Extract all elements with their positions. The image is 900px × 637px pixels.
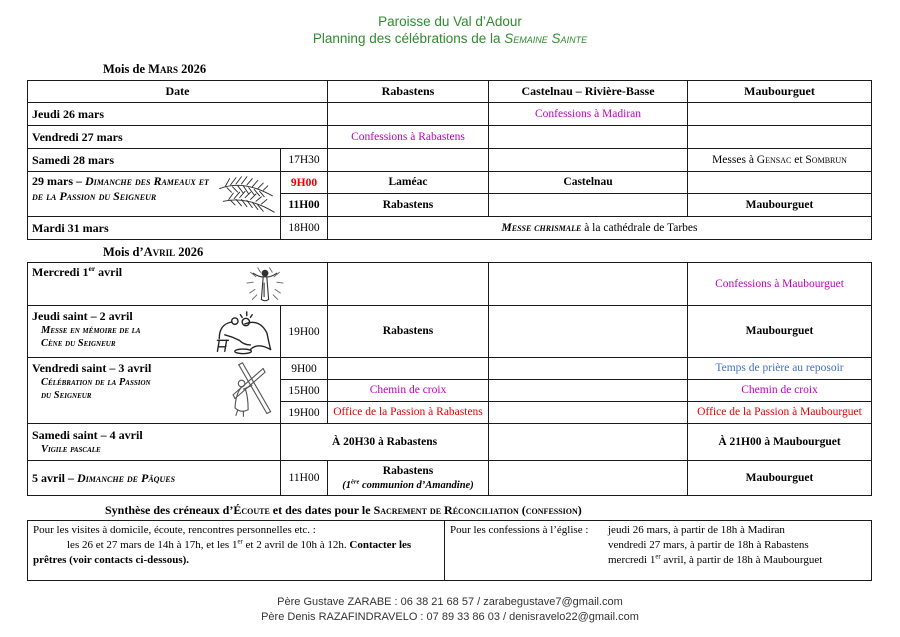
date-4-avril: Samedi saint – 4 avril <box>32 427 143 442</box>
cell-castelnau <box>489 402 688 424</box>
risen-christ-icon <box>243 265 287 303</box>
date-1-avril-b: avril <box>95 265 123 279</box>
synthese-heading <box>105 503 582 518</box>
visits-dates-a: les 26 et 27 mars de 14h à 17h, et les 1 <box>67 539 238 551</box>
cell-maubourguet: Maubourguet <box>688 306 872 358</box>
time-17h30: 17H30 <box>281 149 328 172</box>
date-jeudi-26: Jeudi 26 mars <box>28 103 328 126</box>
date-samedi-28: Samedi 28 mars <box>28 149 281 172</box>
visits-contact-bold: Contacter les prêtres <box>33 539 412 566</box>
messes-sombrun: Sombrun <box>805 153 847 166</box>
cell-castelnau <box>489 149 688 172</box>
march-section-heading <box>103 62 206 77</box>
confession-line-3sup: er <box>655 553 661 561</box>
row-dimanche-5-avril <box>28 461 872 496</box>
visits-cell <box>28 521 445 581</box>
row-samedi-saint-4-avril <box>28 424 872 461</box>
confessions-label: Pour les confessions à l’église : <box>450 524 589 536</box>
march-heading-month: Mars <box>148 62 178 76</box>
time-9h00: 9H00 <box>281 358 328 380</box>
row-mardi-31-mars <box>28 217 872 240</box>
footer-contacts <box>0 595 900 625</box>
row-mercredi-1-avril <box>28 263 872 306</box>
row-samedi-28-mars <box>28 149 872 172</box>
march-header-row <box>28 81 872 103</box>
cell-castelnau <box>489 461 688 496</box>
parish-name: Paroisse du Val d’Adour <box>378 14 522 29</box>
date-5-prefix: 5 avril – <box>32 470 77 485</box>
confession-line-3a: mercredi 1 <box>608 554 656 566</box>
confession-line-1: jeudi 26 mars, à partir de 18h à Madiran <box>608 524 785 536</box>
messe-chrismale-location: à la cathédrale de Tarbes <box>581 221 698 234</box>
communion-note-b: communion d’Amandine) <box>359 479 474 491</box>
cell-rabastens: Laméac <box>328 172 489 194</box>
cell-maubourguet: À 21H00 à Maubourguet <box>688 424 872 461</box>
date-1-avril-a: Mercredi 1 <box>32 265 89 279</box>
summary-row <box>28 521 872 581</box>
time-19h00: 19H00 <box>281 306 328 358</box>
cell-rabastens <box>328 263 489 306</box>
date-mardi-31: Mardi 31 mars <box>28 217 281 240</box>
time-9h00: 9H00 <box>281 172 328 194</box>
march-table <box>27 80 872 240</box>
cell-rabastens: Chemin de croix <box>328 380 489 402</box>
date-vendredi-27: Vendredi 27 mars <box>28 126 328 149</box>
visits-intro: Pour les visites à domicile, écoute, rencontres personnelles etc. : <box>33 524 316 536</box>
date-jeudi-saint <box>28 306 281 358</box>
communion-location: Rabastens <box>382 465 434 478</box>
cell-rabastens-communion <box>328 461 489 496</box>
cell-rabastens: Rabastens <box>328 194 489 217</box>
palm-branch-icon <box>216 174 276 214</box>
communion-note-sup: ère <box>351 478 360 486</box>
cell-maubourguet: Maubourguet <box>688 194 872 217</box>
cell-castelnau <box>489 263 688 306</box>
visits-dates-b: et 2 avril de 10h à 12h. <box>242 539 350 551</box>
date-1-avril-sup: er <box>88 264 96 273</box>
date-dimanche-29 <box>28 172 281 217</box>
messes-gensac: Gensac <box>756 153 792 166</box>
cell-maubourguet <box>688 149 872 172</box>
cell-castelnau: Confessions à Madiran <box>489 103 688 126</box>
cell-maubourguet <box>688 126 872 149</box>
visits-contact-note: (voir contacts ci-dessous). <box>69 554 190 566</box>
april-heading-year: 2026 <box>175 245 204 259</box>
subtitle-cene: Messe en mémoire de la Cène du Seigneur <box>41 324 141 350</box>
header-castelnau: Castelnau – Rivière-Basse <box>489 81 688 103</box>
cell-rabastens <box>328 149 489 172</box>
cell-rabastens <box>328 358 489 380</box>
cell-vigile-rabastens: À 20H30 à Rabastens <box>281 424 489 461</box>
messe-chrismale-label: Messe chrismale <box>501 221 582 234</box>
subtitle-prefix: Planning des célébrations de la <box>312 31 505 46</box>
header-date: Date <box>28 81 328 103</box>
cell-maubourguet: Chemin de croix <box>688 380 872 402</box>
april-heading-month: Avril <box>143 245 176 259</box>
date-29-prefix: 29 mars – <box>32 174 85 188</box>
april-heading-prefix: Mois d’ <box>103 245 144 259</box>
date-samedi-saint <box>28 424 281 461</box>
april-table <box>27 262 872 496</box>
cell-messe-chrismale <box>328 217 872 240</box>
april-section-heading <box>103 245 203 260</box>
row-dimanche-29-mars-9h <box>28 172 872 194</box>
row-vendredi-saint-9h <box>28 358 872 380</box>
cell-castelnau <box>489 358 688 380</box>
page-title <box>0 13 900 47</box>
cell-maubourguet: Temps de prière au reposoir <box>688 358 872 380</box>
date-5-feast: Dimanche de Pâques <box>77 470 176 485</box>
header-maubourguet: Maubourguet <box>688 81 872 103</box>
date-29-feast: Dimanche des Rameaux et de la Passion du Seigneur <box>32 174 209 203</box>
cell-castelnau <box>489 194 688 217</box>
synthese-p1: Synthèse des créneaux d’ <box>105 503 234 517</box>
cell-maubourguet <box>688 172 872 194</box>
cell-rabastens: Confessions à Rabastens <box>328 126 489 149</box>
header-rabastens: Rabastens <box>328 81 489 103</box>
synthese-ecoute: Écoute <box>233 503 270 517</box>
cell-maubourguet: Confessions à Maubourguet <box>688 263 872 306</box>
planning-subtitle <box>0 30 900 47</box>
confession-line-3b: avril, à partir de 18h à Maubourguet <box>660 554 823 566</box>
cell-maubourguet <box>688 103 872 126</box>
time-11h00: 11H00 <box>281 461 328 496</box>
date-2-avril: Jeudi saint – 2 avril <box>32 308 133 323</box>
march-heading-year: 2026 <box>177 62 207 76</box>
cell-rabastens: Rabastens <box>328 306 489 358</box>
time-19h00: 19H00 <box>281 402 328 424</box>
time-18h00: 18H00 <box>281 217 328 240</box>
cell-castelnau: Castelnau <box>489 172 688 194</box>
contact-pere-gustave: Père Gustave ZARABE : 06 38 21 68 57 / zarabegustave7@gmail.com <box>277 596 623 608</box>
cell-rabastens: Office de la Passion à Rabastens <box>328 402 489 424</box>
confessions-lines <box>608 523 822 568</box>
visits-dates-sup: er <box>237 538 243 546</box>
foot-washing-icon <box>212 311 276 355</box>
time-15h00: 15H00 <box>281 380 328 402</box>
date-mercredi-1 <box>28 263 328 306</box>
row-jeudi-26-mars <box>28 103 872 126</box>
confession-line-3 <box>608 553 822 568</box>
synthese-p2: et des dates pour le <box>269 503 374 517</box>
contact-pere-denis: Père Denis RAZAFINDRAVELO : 07 89 33 86 03 / denisravelo22@gmail.com <box>261 611 639 623</box>
time-11h00: 11H00 <box>281 194 328 217</box>
cell-castelnau <box>489 424 688 461</box>
date-vendredi-saint <box>28 358 281 424</box>
row-jeudi-saint-2-avril <box>28 306 872 358</box>
cell-castelnau <box>489 380 688 402</box>
confessions-cell <box>445 521 872 581</box>
date-3-avril: Vendredi saint – 3 avril <box>32 360 152 375</box>
cell-castelnau <box>489 306 688 358</box>
synthese-sacrement: Sacrement de Réconciliation (confession) <box>373 503 582 517</box>
communion-note-a: (1 <box>342 479 352 491</box>
cell-maubourguet: Maubourguet <box>688 461 872 496</box>
summary-table <box>27 520 872 581</box>
subtitle-passion: Célébration de la Passion du Seigneur <box>41 376 151 402</box>
cell-castelnau <box>489 126 688 149</box>
date-dimanche-5 <box>28 461 281 496</box>
subtitle-vigile: Vigile pascale <box>41 443 101 455</box>
confession-line-2: vendredi 27 mars, à partir de 18h à Rabastens <box>608 539 809 551</box>
communion-note <box>332 479 484 492</box>
row-vendredi-27-mars <box>28 126 872 149</box>
christ-carrying-cross-icon <box>224 361 276 421</box>
march-heading-prefix: Mois de <box>103 62 149 76</box>
messes-prefix: Messes à <box>712 153 757 166</box>
cell-maubourguet: Office de la Passion à Maubourguet <box>688 402 872 424</box>
visits-details <box>33 538 439 568</box>
messes-et: et <box>791 153 806 166</box>
subtitle-semaine-sainte: Semaine Sainte <box>504 31 588 46</box>
cell-rabastens <box>328 103 489 126</box>
